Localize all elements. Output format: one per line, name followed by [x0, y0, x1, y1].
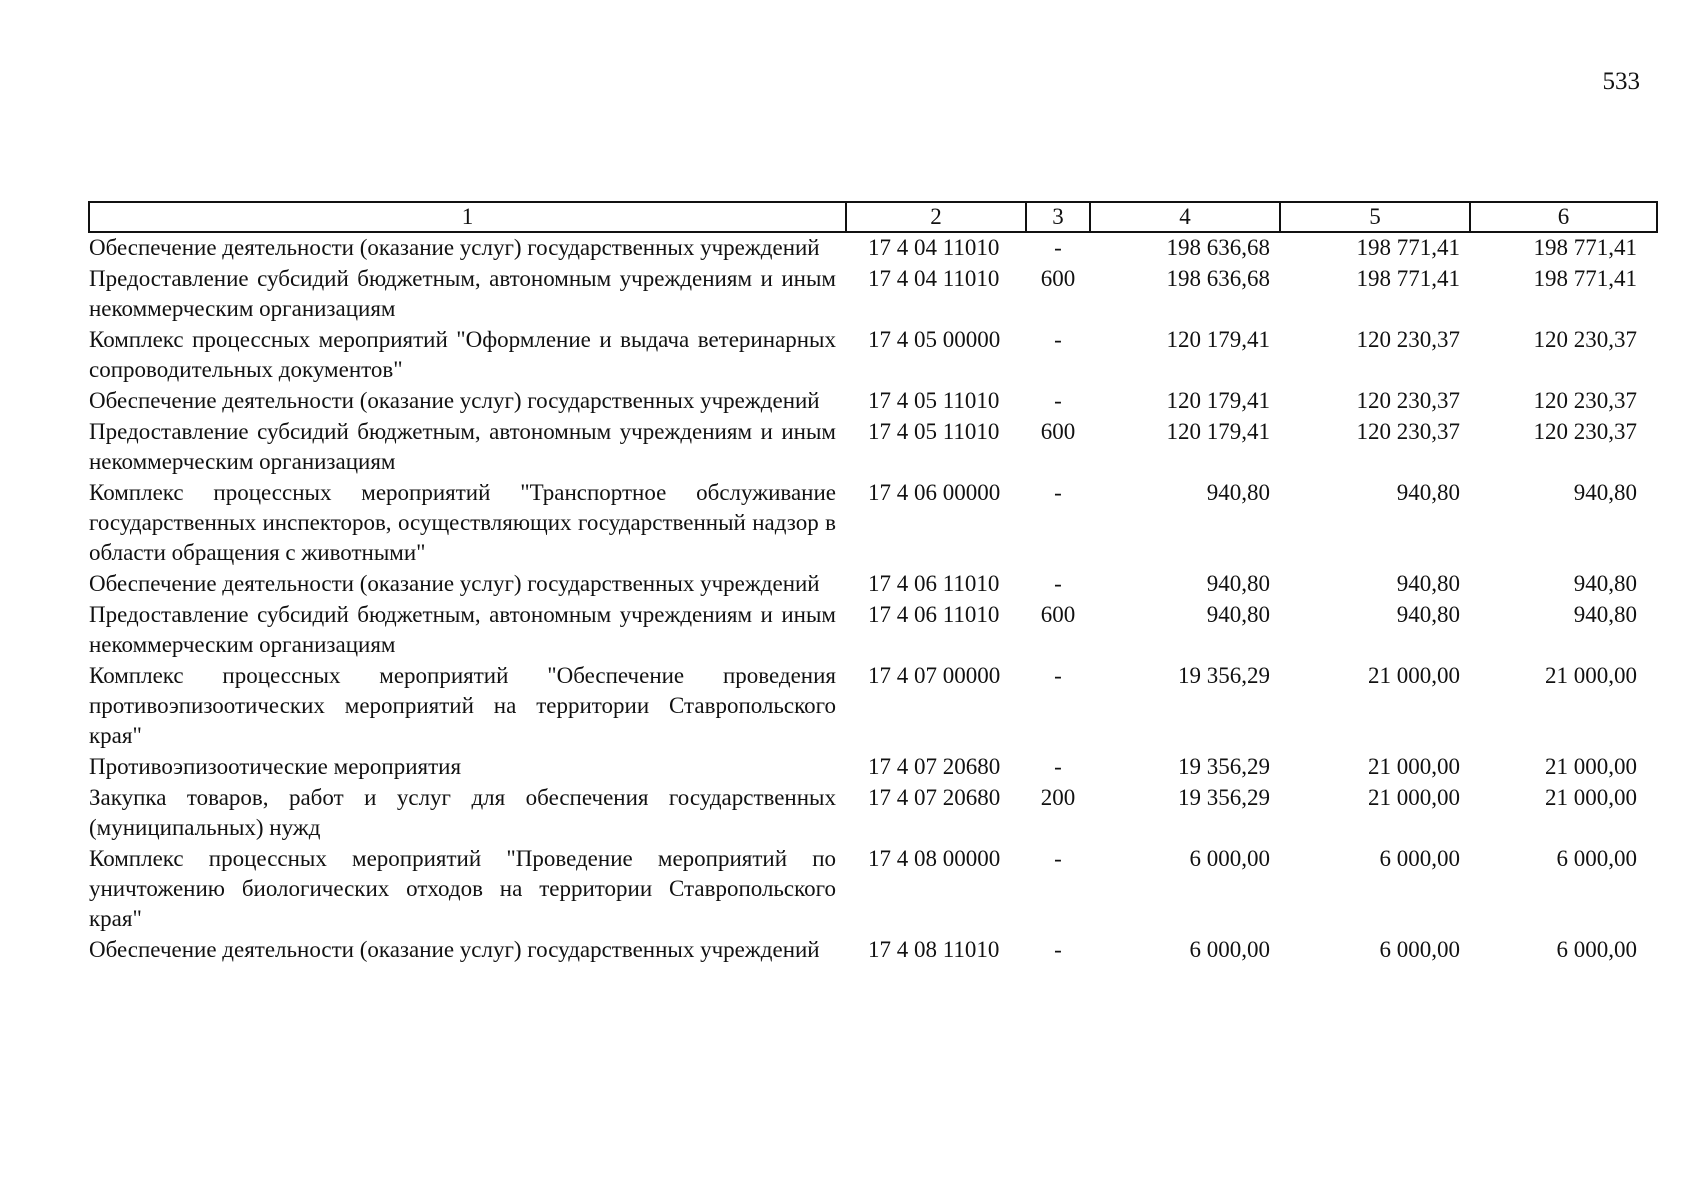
row-code: 17 4 04 11010: [868, 235, 1000, 260]
table-row: [89, 386, 1657, 417]
row-code: 17 4 06 11010: [868, 602, 1000, 627]
row-expense-type: -: [1054, 388, 1062, 413]
header-col-1: 1: [89, 202, 846, 232]
row-name: Обеспечение деятельности (оказание услуг) государственных учреждений: [89, 235, 820, 260]
row-value-col-5: 940,80: [1396, 602, 1460, 627]
page-number: 533: [1602, 68, 1640, 95]
row-value-col-5: 120 230,37: [1356, 327, 1460, 352]
header-col-6: 6: [1470, 202, 1657, 232]
table-header: [89, 202, 1657, 232]
row-code: 17 4 06 11010: [868, 571, 1000, 596]
table-row: [89, 417, 1657, 478]
row-name: Предоставление субсидий бюджетным, автономным учреждениям и иным некоммерческим организациям: [89, 266, 836, 321]
table-row: [89, 232, 1657, 264]
row-expense-type: -: [1054, 754, 1062, 779]
row-expense-type: -: [1054, 327, 1062, 352]
table-row: [89, 569, 1657, 600]
row-expense-type: 600: [1040, 266, 1076, 291]
row-value-col-4: 6 000,00: [1189, 937, 1270, 962]
row-expense-type: -: [1054, 937, 1062, 962]
table-row: [89, 935, 1657, 966]
row-value-col-5: 120 230,37: [1356, 388, 1460, 413]
row-value-col-4: 120 179,41: [1166, 419, 1270, 444]
row-expense-type: -: [1054, 480, 1062, 505]
budget-table-container: [88, 201, 1656, 966]
table-row: [89, 478, 1657, 569]
row-value-col-6: 6 000,00: [1556, 846, 1637, 871]
row-value-col-5: 940,80: [1396, 571, 1460, 596]
row-value-col-4: 940,80: [1206, 480, 1270, 505]
table-row: [89, 783, 1657, 844]
row-code: 17 4 05 11010: [868, 419, 1000, 444]
budget-table: [88, 201, 1658, 966]
row-expense-type: -: [1054, 663, 1062, 688]
table-row: [89, 600, 1657, 661]
row-code: 17 4 07 20680: [868, 785, 1001, 810]
row-name: Закупка товаров, работ и услуг для обеспечения государственных (муниципальных) нужд: [89, 785, 836, 840]
row-name: Противоэпизоотические мероприятия: [89, 754, 462, 779]
row-name: Комплекс процессных мероприятий "Обеспечение проведения противоэпизоотических мероприятий на территории Ставропольского края": [89, 663, 836, 748]
row-code: 17 4 06 00000: [868, 480, 1001, 505]
header-col-5: 5: [1280, 202, 1470, 232]
row-name: Предоставление субсидий бюджетным, автономным учреждениям и иным некоммерческим организациям: [89, 419, 836, 474]
row-expense-type: -: [1054, 235, 1062, 260]
row-value-col-4: 120 179,41: [1166, 327, 1270, 352]
row-value-col-6: 120 230,37: [1533, 327, 1637, 352]
row-expense-type: -: [1054, 571, 1062, 596]
row-name: Обеспечение деятельности (оказание услуг) государственных учреждений: [89, 571, 820, 596]
row-value-col-5: 198 771,41: [1356, 266, 1460, 291]
row-value-col-4: 198 636,68: [1166, 266, 1270, 291]
row-value-col-6: 120 230,37: [1533, 419, 1637, 444]
row-code: 17 4 04 11010: [868, 266, 1000, 291]
row-value-col-4: 19 356,29: [1178, 663, 1270, 688]
row-value-col-6: 940,80: [1573, 480, 1637, 505]
row-value-col-5: 120 230,37: [1356, 419, 1460, 444]
row-value-col-4: 940,80: [1206, 571, 1270, 596]
row-value-col-6: 940,80: [1573, 571, 1637, 596]
row-code: 17 4 05 00000: [868, 327, 1001, 352]
table-row: [89, 844, 1657, 935]
row-value-col-6: 21 000,00: [1545, 663, 1637, 688]
row-value-col-6: 940,80: [1573, 602, 1637, 627]
table-row: [89, 752, 1657, 783]
row-name: Предоставление субсидий бюджетным, автономным учреждениям и иным некоммерческим организациям: [89, 602, 836, 657]
row-value-col-5: 21 000,00: [1368, 785, 1460, 810]
row-value-col-6: 198 771,41: [1533, 266, 1637, 291]
row-code: 17 4 05 11010: [868, 388, 1000, 413]
row-value-col-5: 6 000,00: [1379, 846, 1460, 871]
row-code: 17 4 08 11010: [868, 937, 1000, 962]
header-row: [89, 202, 1657, 232]
row-code: 17 4 07 00000: [868, 663, 1001, 688]
row-name: Комплекс процессных мероприятий "Транспортное обслуживание государственных инспекторов, осуществляющих государственный надзор в области обращения с животными": [89, 480, 836, 565]
row-name: Обеспечение деятельности (оказание услуг) государственных учреждений: [89, 388, 820, 413]
row-value-col-4: 940,80: [1206, 602, 1270, 627]
row-name: Комплекс процессных мероприятий "Оформление и выдача ветеринарных сопроводительных документов": [89, 327, 836, 382]
table-row: [89, 661, 1657, 752]
row-code: 17 4 08 00000: [868, 846, 1001, 871]
row-expense-type: 600: [1040, 602, 1076, 627]
row-expense-type: 600: [1040, 419, 1076, 444]
row-value-col-4: 198 636,68: [1166, 235, 1270, 260]
table-row: [89, 264, 1657, 325]
row-value-col-6: 6 000,00: [1556, 937, 1637, 962]
row-value-col-4: 6 000,00: [1189, 846, 1270, 871]
header-col-3: 3: [1026, 202, 1090, 232]
row-value-col-6: 21 000,00: [1545, 785, 1637, 810]
row-value-col-4: 19 356,29: [1178, 754, 1270, 779]
row-expense-type: -: [1054, 846, 1062, 871]
row-name: Обеспечение деятельности (оказание услуг) государственных учреждений: [89, 937, 820, 962]
header-col-4: 4: [1090, 202, 1280, 232]
table-row: [89, 325, 1657, 386]
row-value-col-6: 120 230,37: [1533, 388, 1637, 413]
row-value-col-5: 21 000,00: [1368, 663, 1460, 688]
row-value-col-6: 21 000,00: [1545, 754, 1637, 779]
row-value-col-5: 940,80: [1396, 480, 1460, 505]
row-value-col-4: 120 179,41: [1166, 388, 1270, 413]
row-value-col-5: 6 000,00: [1379, 937, 1460, 962]
row-expense-type: 200: [1040, 785, 1076, 810]
table-body: [89, 232, 1657, 966]
row-code: 17 4 07 20680: [868, 754, 1001, 779]
row-value-col-5: 198 771,41: [1356, 235, 1460, 260]
row-value-col-6: 198 771,41: [1533, 235, 1637, 260]
row-name: Комплекс процессных мероприятий "Проведение мероприятий по уничтожению биологических отходов на территории Ставропольского края": [89, 846, 836, 931]
row-value-col-5: 21 000,00: [1368, 754, 1460, 779]
row-value-col-4: 19 356,29: [1178, 785, 1270, 810]
header-col-2: 2: [846, 202, 1026, 232]
